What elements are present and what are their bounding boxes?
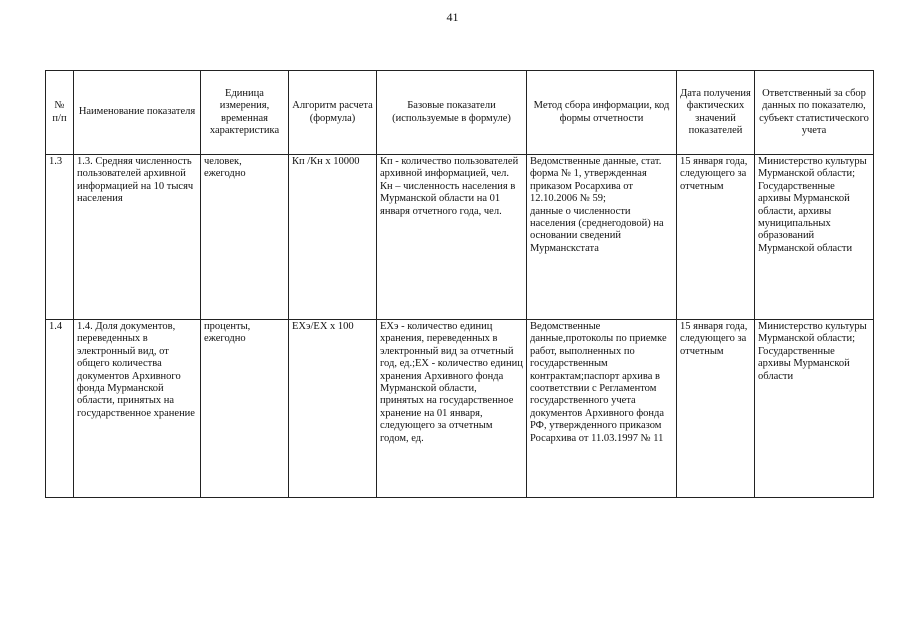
formula: ЕХэ/ЕХ х 100: [289, 320, 377, 498]
header-formula: Алгоритм расчета (формула): [289, 71, 377, 155]
unit: проценты, ежегодно: [201, 320, 289, 498]
table-row: [46, 320, 874, 498]
base-indicators: ЕХэ - количество единиц хранения, переведенных в электронный вид за отчетный год, ед.;ЕХ - количество единиц хранения Архивного фонда Мурманской области, принятых на государственное хранение на 01 января, следующего за отчетным годом, ед.: [377, 320, 527, 498]
indicator-name: 1.4. Доля документов, переведенных в электронный вид, от общего количества документов Архивного фонда Мурманской области, принятых на государственное хранение: [74, 320, 201, 498]
page-number: 41: [446, 10, 459, 24]
collection-method: Ведомственные данные,протоколы по приемке работ, выполненных по государственным контрактам;паспорт архива в соответствии с Регламентом государственного учета документов Архивного фонда РФ, утвержденного приказом Росархива от 11.03.1997 № 11: [527, 320, 677, 498]
responsible: Министерство культуры Мурманской области; Государственные архивы Мурманской области, архивы муниципальных образований Мурманской области: [755, 155, 874, 320]
responsible: Министерство культуры Мурманской области; Государственные архивы Мурманской области: [755, 320, 874, 498]
header-base-indicators: Базовые показатели (используемые в формуле): [377, 71, 527, 155]
indicator-name: 1.3. Средняя численность пользователей архивной информацией на 10 тысяч населения: [74, 155, 201, 320]
formula: Кп /Кн х 10000: [289, 155, 377, 320]
indicators-table: [45, 70, 874, 498]
unit: человек, ежегодно: [201, 155, 289, 320]
receipt-date: 15 января года, следующего за отчетным: [677, 320, 755, 498]
receipt-date: 15 января года, следующего за отчетным: [677, 155, 755, 320]
header-responsible: Ответственный за сбор данных по показателю, субъект статистического учета: [755, 71, 874, 155]
base-indicators: Кп - количество пользователей архивной информацией, чел. Кн – численность населения в Мурманской области на 01 января отчетного года, чел.: [377, 155, 527, 320]
row-number: 1.3: [46, 155, 74, 320]
row-number: 1.4: [46, 320, 74, 498]
table-row: [46, 155, 874, 320]
header-unit: Единица измерения, временная характеристика: [201, 71, 289, 155]
header-date: Дата получения фактических значений показателей: [677, 71, 755, 155]
header-number: № п/п: [46, 71, 74, 155]
header-indicator-name: Наименование показателя: [74, 71, 201, 155]
header-collection-method: Метод сбора информации, код формы отчетности: [527, 71, 677, 155]
collection-method: Ведомственные данные, стат. форма № 1, утвержденная приказом Росархива от 12.10.2006 № 59; данные о численности населения (среднегодовой) на основании сведений Мурманскстата: [527, 155, 677, 320]
header-row: [46, 71, 874, 155]
